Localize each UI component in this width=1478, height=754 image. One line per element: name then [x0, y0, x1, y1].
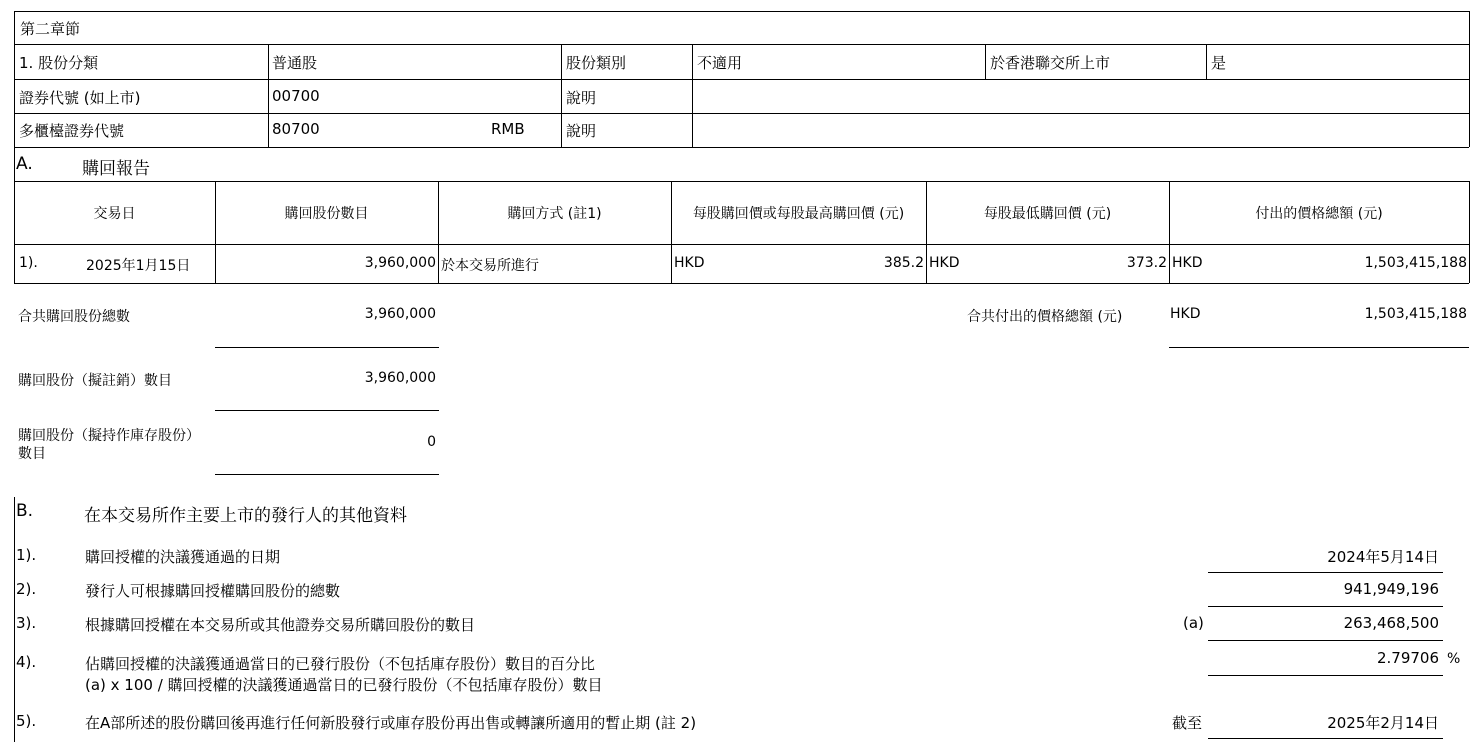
stock-code-value: 00700 [272, 87, 320, 105]
row-1-low-price: 373.2 [1126, 255, 1167, 271]
header-col-2 [561, 44, 562, 147]
total-shares-label: 合共購回股份總數 [18, 309, 130, 325]
b-item-3-underline [1208, 640, 1443, 641]
total-shares-underline [215, 347, 439, 348]
header-divider-4 [14, 147, 1469, 148]
multi-counter-currency: RMB [491, 120, 525, 138]
header-col-5 [1206, 44, 1207, 79]
header-top-border [14, 11, 1469, 12]
header-divider-1 [14, 44, 1469, 45]
stock-code-label: 證券代號 (如上市) [19, 89, 141, 107]
section-a-left-rule [14, 147, 15, 181]
header-col-1 [268, 44, 269, 147]
total-paid-value: 1,503,415,188 [1364, 306, 1467, 322]
header-left-border [14, 11, 15, 147]
b-item-4-text: 佔購回授權的決議獲通過當日的已發行股份（不包括庫存股份）數目的百分比 [85, 655, 596, 673]
multi-counter-desc-label: 說明 [566, 122, 597, 140]
table-a-col-2 [438, 181, 439, 283]
b-item-1-value: 2024年5月14日 [1327, 548, 1439, 566]
table-a-col-5 [1169, 181, 1170, 283]
header-divider-2 [14, 79, 1469, 80]
header-col-3 [692, 44, 693, 147]
section-b-marker: B. [16, 501, 34, 521]
header-col-4 [985, 44, 986, 79]
b-item-5-index: 5). [16, 712, 37, 730]
multi-counter-value: 80700 [272, 120, 320, 138]
col-header-method: 購回方式 (註1) [507, 206, 602, 222]
b-item-3-text: 根據購回授權在本交易所或其他證券交易所購回股份的數目 [85, 616, 476, 634]
section-b-left-rule [14, 497, 15, 742]
table-a-col-1 [215, 181, 216, 283]
b-item-5-text: 在A部所述的股份購回後再進行任何新股發行或庫存股份再出售或轉讓所適用的暫止期 (註 2) [85, 714, 697, 732]
b-item-3-value: 263,468,500 [1343, 614, 1439, 632]
header-right-border [1469, 11, 1470, 147]
b-item-2-text: 發行人可根據購回授權購回股份的總數 [85, 582, 341, 600]
section-a-title: 購回報告 [82, 159, 150, 179]
row-1-date: 2025年1月15日 [86, 258, 191, 274]
section-a-marker: A. [16, 154, 33, 174]
total-paid-label: 合共付出的價格總額 (元) [967, 309, 1123, 325]
b-item-3-index: 3). [16, 614, 37, 632]
hkex-listed-label: 於香港聯交所上市 [990, 54, 1111, 72]
share-class-label: 1. 股份分類 [19, 54, 99, 72]
b-item-2-value: 941,949,196 [1343, 580, 1439, 598]
share-class-value: 普通股 [272, 54, 318, 72]
treasury-shares-underline [215, 474, 439, 475]
b-item-1-text: 購回授權的決議獲通過的日期 [85, 548, 281, 566]
treasury-shares-label-line1: 購回股份（擬持作庫存股份） [18, 428, 200, 444]
b-item-5-tag: 截至 [1172, 714, 1203, 732]
header-divider-3 [14, 113, 1469, 114]
b-item-3-tag: (a) [1183, 614, 1204, 632]
table-a-top-border [14, 181, 1469, 182]
table-a-bottom-border [14, 283, 1469, 284]
b-item-2-index: 2). [16, 580, 37, 598]
treasury-shares-value: 0 [427, 434, 436, 450]
b-item-5-value: 2025年2月14日 [1327, 714, 1439, 732]
row-1-method: 於本交易所進行 [441, 258, 539, 274]
table-a-left-border [14, 181, 15, 283]
table-a-col-4 [926, 181, 927, 283]
section-title: 第二章節 [20, 20, 81, 38]
row-1-total-ccy: HKD [1172, 255, 1203, 271]
b-item-2-underline [1208, 606, 1443, 607]
treasury-shares-label-line2: 數目 [18, 446, 46, 462]
col-header-trade-date: 交易日 [93, 206, 136, 222]
table-a-header-divider [14, 244, 1469, 245]
row-1-shares: 3,960,000 [364, 255, 436, 271]
hkex-listed-value: 是 [1211, 54, 1227, 72]
share-type-value: 不適用 [697, 54, 743, 72]
col-header-high-price: 每股購回價或每股最高購回價 (元) [692, 206, 905, 222]
row-1-total: 1,503,415,188 [1364, 255, 1467, 271]
b-item-4-value: 2.79706 [1376, 649, 1439, 667]
b-item-5-underline [1208, 738, 1443, 739]
stock-code-desc-label: 說明 [566, 89, 597, 107]
total-paid-underline [1169, 347, 1469, 348]
total-shares-value: 3,960,000 [364, 306, 436, 322]
b-item-4-index: 4). [16, 653, 37, 671]
cancel-shares-value: 3,960,000 [364, 370, 436, 386]
b-item-1-underline [1208, 572, 1443, 573]
table-a-right-border [1469, 181, 1470, 283]
b-item-1-index: 1). [16, 546, 37, 564]
col-header-total-paid: 付出的價格總額 (元) [1255, 206, 1383, 222]
total-paid-ccy: HKD [1170, 306, 1201, 322]
col-header-low-price: 每股最低購回價 (元) [983, 206, 1112, 222]
table-a-col-3 [671, 181, 672, 283]
b-item-4-text-line2: (a) x 100 / 購回授權的決議獲通過當日的已發行股份（不包括庫存股份）數目 [85, 676, 603, 694]
section-b-title: 在本交易所作主要上市的發行人的其他資料 [84, 506, 407, 526]
b-item-4-unit: % [1447, 651, 1461, 667]
share-type-label: 股份類別 [566, 54, 627, 72]
col-header-shares: 購回股份數目 [284, 206, 369, 222]
row-1-low-ccy: HKD [929, 255, 960, 271]
row-1-high-price: 385.2 [883, 255, 924, 271]
cancel-shares-underline [215, 410, 439, 411]
b-item-4-underline [1208, 675, 1443, 676]
cancel-shares-label: 購回股份（擬註銷）數目 [18, 373, 172, 389]
row-1-high-ccy: HKD [674, 255, 705, 271]
row-1-index: 1). [19, 255, 38, 271]
multi-counter-label: 多櫃檯證券代號 [19, 122, 125, 140]
